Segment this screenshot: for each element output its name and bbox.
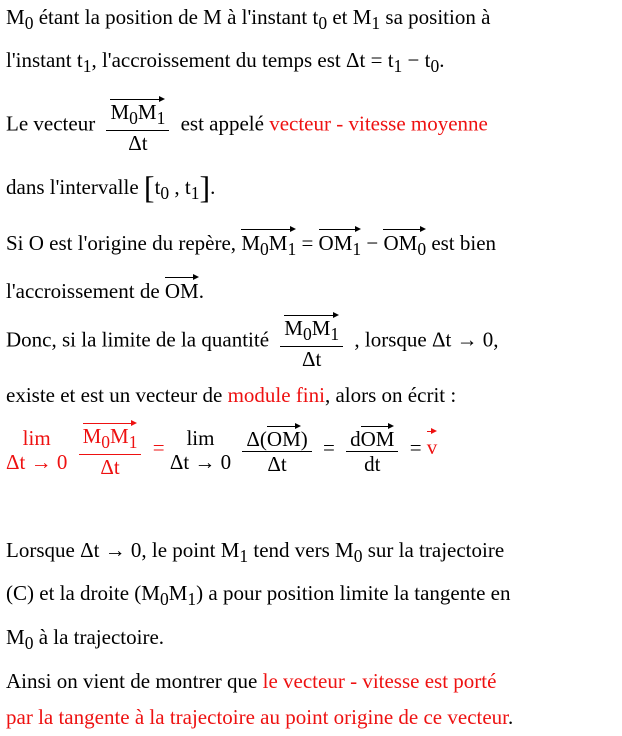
highlight-vecteur-vitesse-moyenne: vecteur - vitesse moyenne [269,111,488,136]
red-fraction: $\frac{M_0M_1}{\Delta t}$ [79,420,142,479]
text-line-14: par la tangente à la trajectoire au point origine de ce vecteur. [6,705,514,729]
quantity-fraction: $\frac{M_0M_1}{\Delta t}$ [280,312,343,371]
text-line-1: $M_0$ étant la position de M à l'instant $t_0$ et $M_1$ sa position à [6,5,491,34]
lim-red: lim Δt → 0 [6,425,68,474]
mean-velocity-fraction: $\frac{M_0M_1}{\Delta t}$ [106,96,169,155]
derivative-fraction: $\frac{\text{dOM}}{dt}$ [346,423,398,476]
lim-black: lim Δt → 0 [169,425,232,474]
text-line-2: l'instant $t_1$, l'accroissement du temps est $\Delta t = t_1 - t_0$. [6,48,445,77]
vector-om1: $OM_1$ [319,226,362,262]
text-line-6: l'accroissement de OM. [6,274,204,304]
delta-om-fraction: $\frac{\Delta(OM)}{\Delta t}$ [242,423,311,476]
text-line-11: (C) et la droite $(M_0M_1)$ a pour position limite la tangente en [6,581,511,610]
text-line-8: existe et est un vecteur de module fini, alors on écrit : [6,383,457,407]
m-symbol: M [6,5,25,29]
text-line-12: $M_0$ à la trajectoire. [6,625,165,654]
vector-om: OM [165,274,199,304]
limit-formula: lim Δt → 0 $\frac{M_0M_1}{\Delta t}$ = lim Δt → 0 $\frac{\Delta(OM)}{\Delta t}$ = $\frac{\text{dOM}}{dt}$ = v [6,420,437,479]
highlight-module-fini: module fini [227,383,325,407]
highlight-conclusion-1: le vecteur - vitesse est porté [262,669,497,693]
vector-m0m1: $M_0M_1$ [241,226,296,262]
text-line-4: dans l'intervalle [$t_0$ , $t_1$]. [6,169,216,205]
text-line-5: Si O est l'origine du repère, $M_0M_1 = OM_1 - OM_0$ est bien [6,226,496,262]
text-line-10: Lorsque Δt → 0, le point $M_1$ tend vers $M_0$ sur la trajectoire [6,538,505,567]
velocity-vector: v [427,428,438,462]
text-line-3: Le vecteur $\frac{M_0M_1}{\Delta t}$ est appelé vecteur - vitesse moyenne [6,96,488,155]
text-line-13: Ainsi on vient de montrer que le vecteur - vitesse est porté [6,669,497,693]
open-bracket: [ [143,169,155,205]
vector-om0: $OM_0$ [383,226,426,262]
close-bracket: ] [199,169,211,205]
text-line-7: Donc, si la limite de la quantité $\frac{M_0M_1}{\Delta t}$ , lorsque Δt → 0, [6,312,499,371]
highlight-conclusion-2: par la tangente à la trajectoire au point origine de ce vecteur [6,705,509,729]
